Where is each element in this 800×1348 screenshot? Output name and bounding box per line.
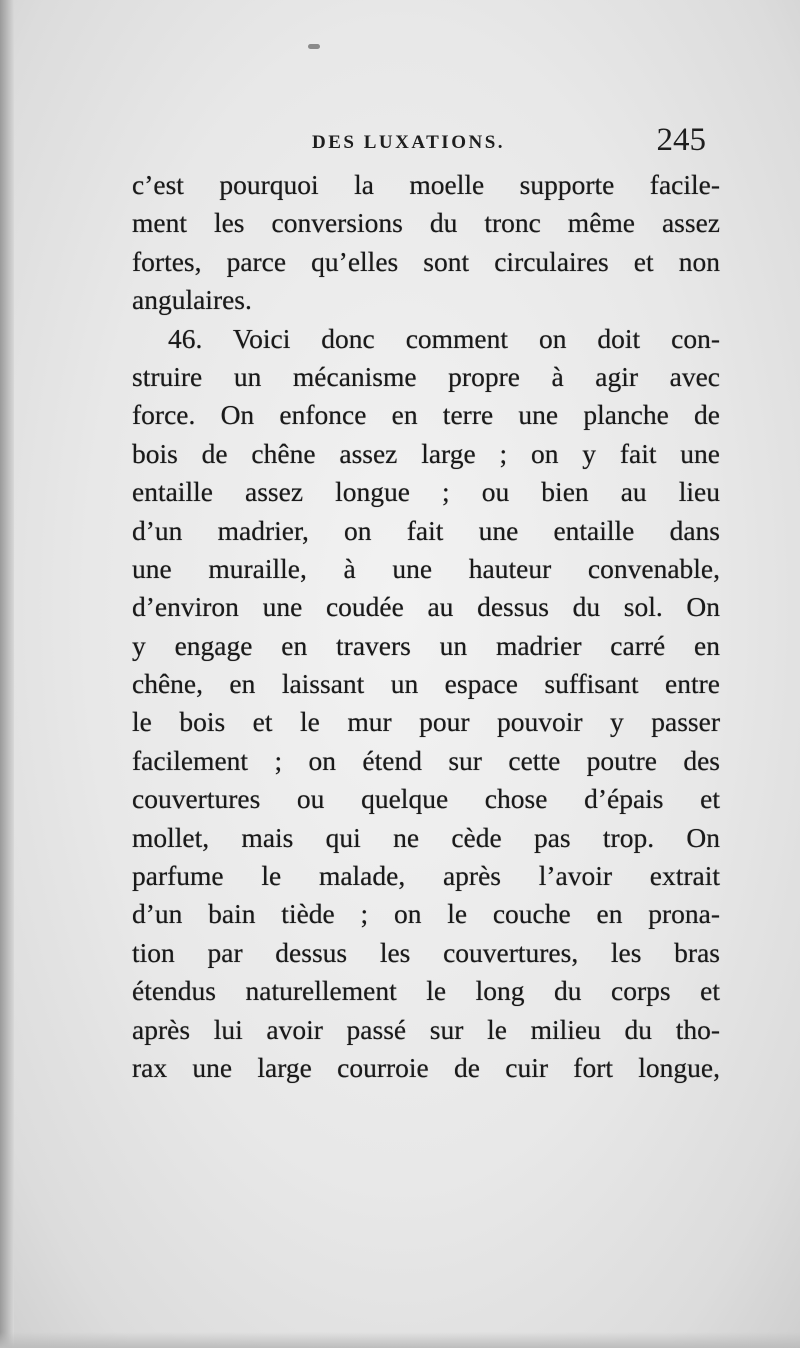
text-line: facilement ; on étend sur cette poutre des <box>132 744 720 776</box>
running-title: DES LUXATIONS. <box>312 132 506 153</box>
page-bottom-shadow <box>0 1332 800 1348</box>
text-line: angulaires. <box>132 284 252 316</box>
text-line: d’un madrier, on fait une entaille dans <box>132 514 720 546</box>
text-line: y engage en travers un madrier carré en <box>132 629 720 661</box>
text-line: fortes, parce qu’elles sont circulaires et non <box>132 245 720 277</box>
text-line: ment les conversions du tronc même assez <box>132 207 720 239</box>
section-start-line: 46. Voici donc comment on doit con- <box>168 322 720 354</box>
page-number: 245 <box>656 122 706 158</box>
text-line: après lui avoir passé sur le milieu du tho- <box>132 1013 720 1045</box>
text-line: d’un bain tiède ; on le couche en prona- <box>132 898 720 930</box>
text-line: c’est pourquoi la moelle supporte facile- <box>132 169 720 200</box>
body-text <box>132 166 720 1087</box>
page-header <box>130 122 710 162</box>
text-line: force. On enfonce en terre une planche de <box>132 399 720 431</box>
text-line: tion par dessus les couvertures, les bras <box>132 936 720 968</box>
text-line: rax une large courroie de cuir fort longue, <box>132 1051 720 1083</box>
text-line: chêne, en laissant un espace suffisant entre <box>132 668 720 700</box>
text-line: couvertures ou quelque chose d’épais et <box>132 783 720 815</box>
text-line: mollet, mais qui ne cède pas trop. On <box>132 821 720 853</box>
text-line: struire un mécanisme propre à agir avec <box>132 360 720 392</box>
ink-speck <box>308 44 320 49</box>
text-line: bois de chêne assez large ; on y fait une <box>132 437 720 469</box>
text-line: parfume le malade, après l’avoir extrait <box>132 860 720 892</box>
page-edge-shadow <box>0 0 14 1348</box>
text-line: le bois et le mur pour pouvoir y passer <box>132 706 720 738</box>
text-line: d’environ une coudée au dessus du sol. On <box>132 591 720 623</box>
text-line: une muraille, à une hauteur convenable, <box>132 552 720 584</box>
text-line: étendus naturellement le long du corps et <box>132 975 720 1007</box>
text-line: entaille assez longue ; ou bien au lieu <box>132 476 720 508</box>
